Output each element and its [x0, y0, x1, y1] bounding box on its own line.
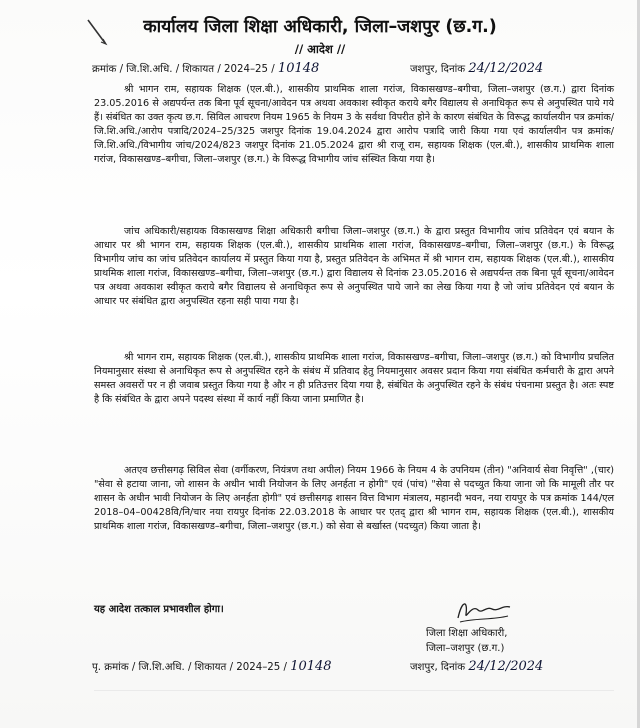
reference-line-bottom: [92, 659, 612, 674]
order-heading: // आदेश //: [294, 42, 346, 56]
place-date-label: जशपुर, दिनांक: [410, 64, 466, 75]
reference-number: 10148: [277, 61, 320, 76]
paragraph-absence-charge: श्री भागन राम, सहायक शिक्षक (एल.बी.), शासकीय प्राथमिक शाला गरांज, विकासखण्ड–बगीचा, जिला–जशपुर (छ.ग.) द्वारा दिनांक 23.05.2016 से अद्यपर्यन्त तक बिना पूर्व सूचना/आवेदन पत्र अथवा अवकाश स्वीकृत कराये बगैर विद्यालय से अनाधिकृत रूप से अनुपस्थित पाये गये हैं। संबंधित का उक्त कृत्य छ.ग. सिविल आचरण नियम 1965 के नियम 3 के सर्वथा विपरीत होने के कारण संबंधित के विरूद्ध कार्यालयीन पत्र क्रमांक/जि.शि.अधि./आरोप पत्रादि/2024–25/325 जशपुर दिनांक 19.04.2024 द्वारा आरोप पत्रादि जारी किया गया एवं कार्यालयीन पत्र क्रमांक/जि.शि.अधि./विभागीय जांच/2024/823 जशपुर दिनांक 21.05.2024 द्वारा श्री राजू राम, सहायक शिक्षक (एल.बी.), शासकीय प्राथमिक शाला गरांज, विकासखण्ड–बगीचा, जिला–जशपुर (छ.ग.) के विरूद्ध विभागीय जांच संस्थित किया गया है।: [94, 84, 615, 166]
reference-line-top: [92, 61, 612, 76]
handwritten-date: 24/12/2024: [468, 61, 544, 76]
paragraph-inquiry-report: जांच अधिकारी/सहायक विकासखण्ड शिक्षा अधिकारी बगीचा जिला–जशपुर (छ.ग.) के द्वारा प्रस्तुत विभागीय जांच प्रतिवेदन एवं बयान के आधार पर श्री भागन राम, सहायक शिक्षक (एल.बी.), शासकीय प्राथमिक शाला गरांज, विकासखण्ड–बगीचा, जिला–जशपुर (छ.ग.) के विरूद्ध विभागीय जांच का जांच प्रतिवेदन कार्यालय में प्रस्तुत किया गया है, प्रस्तुत प्रतिवेदन के अभिमत में श्री भागन राम, सहायक शिक्षक (एल.बी.), शासकीय प्राथमिक शाला गरांज, विकासखण्ड–बगीचा, जिला–जशपुर (छ.ग.) द्वारा विद्यालय से दिनांक 23.05.2016 से अद्यपर्यन्त तक बिना पूर्व सूचना/आवेदन पत्र अथवा अवकाश स्वीकृत कराये बगैर विद्यालय से अनाधिकृत रूप से अनुपस्थित पाये जाने का लेख किया गया है जो जांच प्रतिवेदन एवं बयान के आधार पर संबंधित द्वारा अनुपस्थित रहना सही पाया गया है।: [94, 226, 614, 308]
scan-shadow-line: [94, 690, 614, 691]
signatory-designation: जिला शिक्षा अधिकारी,: [426, 628, 508, 639]
handwritten-date: 24/12/2024: [468, 659, 544, 674]
paragraph-opportunity-given: श्री भागन राम, सहायक शिक्षक (एल.बी.), शासकीय प्राथमिक शाला गरांज, विकासखण्ड–बगीचा, जिला–जशपुर (छ.ग.) को विभागीय प्रचलित नियमानुसार संस्था से अनाधिकृत रूप से अनुपस्थित रहने के संबंध में प्रतिवाद हेतु नियमानुसार अवसर प्रदान किया गया संबंधित कर्मचारी के द्वारा अपने समस्त अवसरों पर न ही जवाब प्रस्तुत किया गया है और न ही प्रतिउत्तर दिया गया है, संबंधित के अनुपस्थित रहने के संबंध पंचनामा प्रस्तुत है। अतः स्पष्ट है कि संबंधित के द्वारा अपने पदस्थ संस्था में कार्य नहीं किया जाना प्रमाणित है।: [94, 352, 614, 406]
signature-block: [426, 626, 507, 656]
office-title: कार्यालय जिला शिक्षा अधिकारी, जिला–जशपुर (छ.ग.): [143, 17, 497, 37]
officer-signature-image: [452, 596, 514, 626]
endorsement-number: 10148: [290, 659, 332, 674]
signatory-office: जिला–जशपुर (छ.ग.): [426, 643, 505, 654]
paragraph-dismissal-order: अतएव छत्तीसगढ़ सिविल सेवा (वर्गीकरण, नियंत्रण तथा अपील) नियम 1966 के नियम 4 के उपनियम (तीन) "अनिवार्य सेवा निवृत्ति" ,(चार) "सेवा से हटाया जाना, जो शासन के अधीन भावी नियोजन के लिए अनर्हता न होगी" एवं (पांच) "सेवा से पदच्युत किया जाना जो कि मामूली तौर पर शासन के अधीन भावी नियोजन के लिए अनर्हता होगी" एवं छत्तीसगढ़ शासन वित्त विभाग मंत्रालय, महानदी भवन, नया रायपुर के पत्र क्रमांक 144/एल 2018–04–00428वि/नि/चार नया रायपुर दिनांक 22.03.2018 के आधार पर एतद् द्वारा श्री भागन राम, सहायक शिक्षक (एल.बी.), शासकीय प्राथमिक शाला गरांज, विकासखण्ड–बगीचा, जिला–जशपुर (छ.ग.) को सेवा से बर्खास्त (पदच्युत) किया जाता है।: [94, 465, 614, 533]
endorsement-label: पृ. क्रमांक / जि.शि.अधि. / शिकायत / 2024–25 /: [92, 662, 287, 673]
place-date-label: जशपुर, दिनांक: [410, 662, 466, 673]
reference-label: क्रमांक / जि.शि.अधि. / शिकायत / 2024–25 /: [92, 64, 275, 75]
effective-immediately-note: यह आदेश तत्काल प्रभावशील होगा।: [94, 604, 224, 615]
